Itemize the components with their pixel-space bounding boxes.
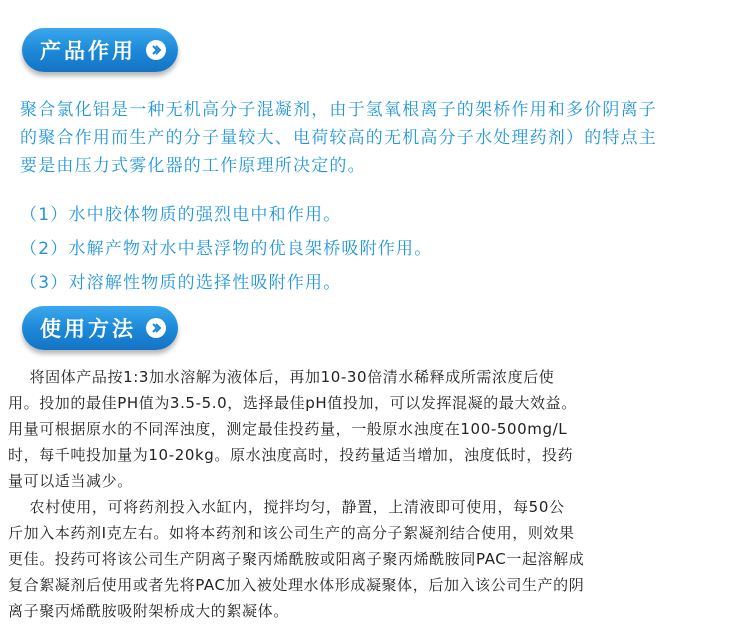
list-item: （2）水解产物对水中悬浮物的优良架桥吸附作用。 (20, 239, 433, 259)
usage-line: 斤加入本药剂I克左右。如将本药剂和该公司生产的高分子絮凝剂结合使用，则效果 (8, 524, 575, 542)
usage-line: 离子聚丙烯酰胺吸附架桥成大的絮凝体。 (8, 602, 289, 620)
usage-heading: 使用方法 (40, 317, 136, 341)
usage-line: 更佳。投药可将该公司生产阴离子聚丙烯酰胺或阳离子聚丙烯酰胺同PAC一起溶解成 (8, 550, 585, 568)
product-use-heading: 产品作用 (40, 39, 136, 63)
usage-line: 时，每千吨投加量为10-20kg。原水浊度高时，投药量适当增加，浊度低时，投药 (8, 446, 574, 464)
usage-line: 量可以适当减少。 (8, 472, 133, 490)
paragraph-line: 要是由压力式雾化器的工作原理所决定的。 (20, 156, 366, 176)
product-use-paragraph (20, 96, 740, 180)
usage-line: 用量可根据原水的不同浑浊度，测定最佳投药量，一般原水浊度在100-500mg/L (8, 420, 568, 438)
paragraph-line: 聚合氯化铝是一种无机高分子混凝剂，由于氢氧根离子的架桥作用和多价阴离子 (20, 100, 657, 120)
usage-line: 将固体产品按1:3加水溶解为液体后，再加10-30倍清水稀释成所需浓度后使 (8, 368, 555, 386)
chevron-right-circle-icon (146, 318, 166, 338)
product-use-list (20, 198, 740, 300)
usage-body (8, 364, 744, 624)
usage-heading-badge (22, 306, 178, 350)
usage-line: 复合絮凝剂后使用或者先将PAC加入被处理水体形成凝聚体，后加入该公司生产的阴 (8, 576, 585, 594)
paragraph-line: 的聚合作用而生产的分子量较大、电荷较高的无机高分子水处理药剂）的特点主 (20, 128, 657, 148)
list-item: （3）对溶解性物质的选择性吸附作用。 (20, 273, 342, 293)
chevron-right-circle-icon (146, 40, 166, 60)
list-item: （1）水中胶体物质的强烈电中和作用。 (20, 205, 342, 225)
usage-line: 农村使用，可将药剂投入水缸内，搅拌均匀，静置，上清液即可使用，每50公 (8, 498, 565, 516)
product-use-heading-badge (22, 28, 178, 72)
usage-line: 用。投加的最佳PH值为3.5-5.0，选择最佳pH值投加，可以发挥混凝的最大效益。 (8, 394, 577, 412)
